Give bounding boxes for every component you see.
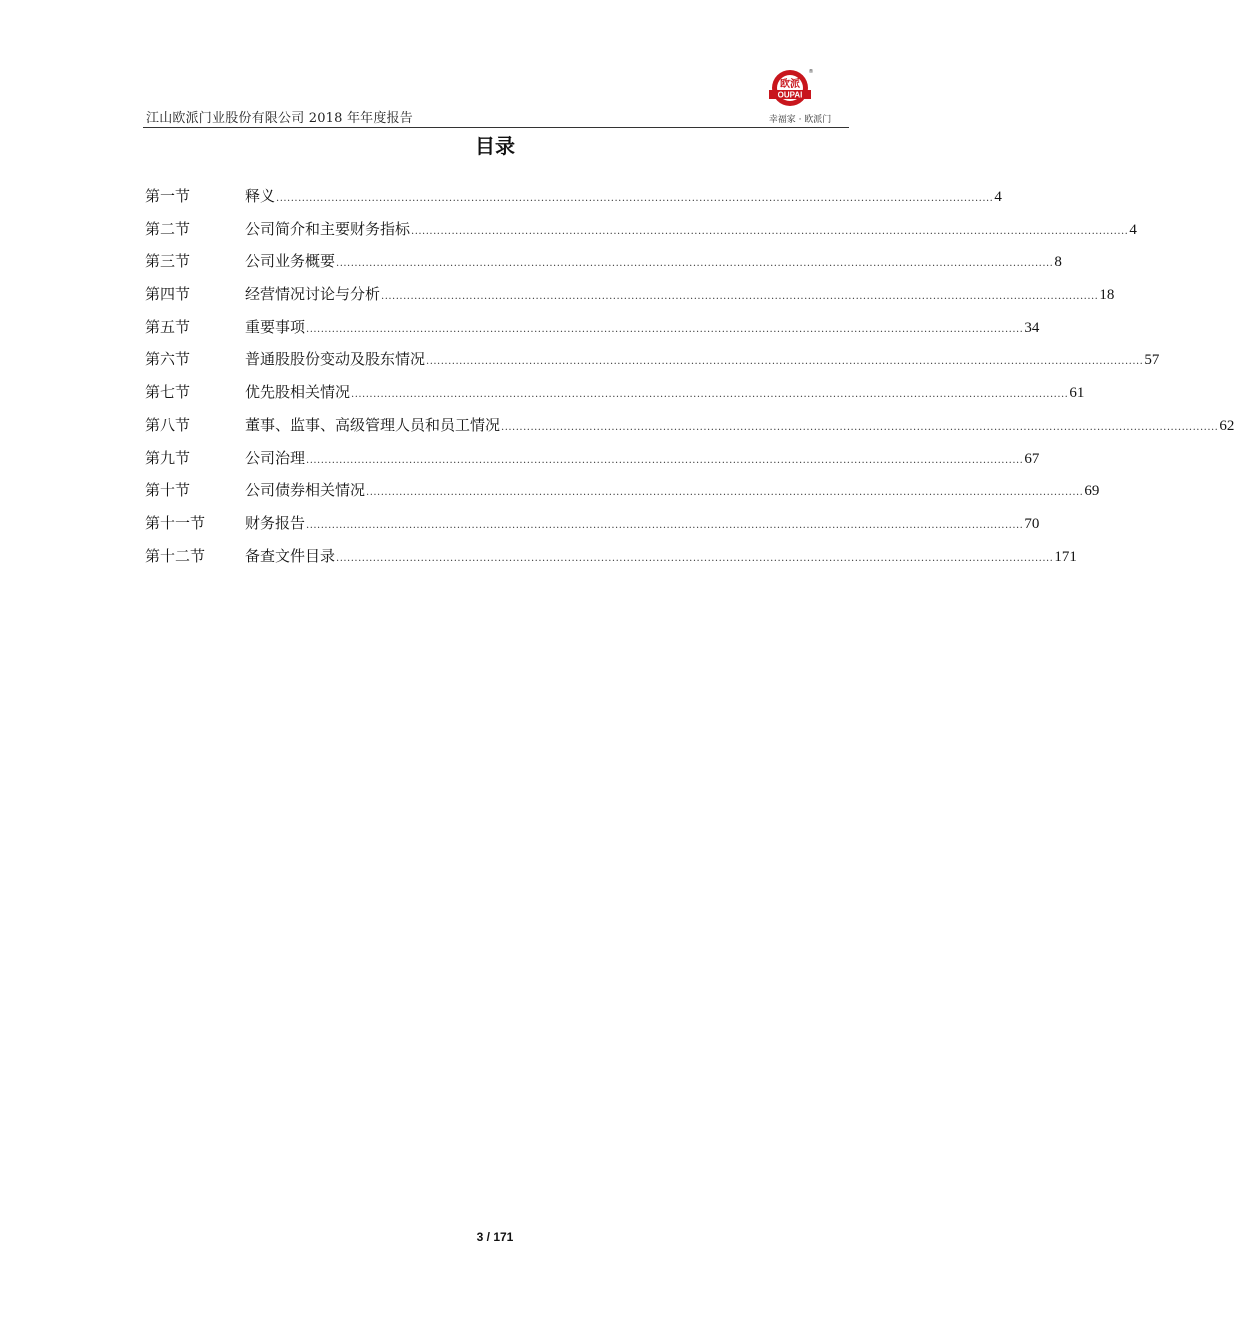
toc-section-title: 财务报告 [245, 513, 306, 532]
toc-section-number: 第六节 [145, 350, 191, 369]
toc-leader-dots: ................................................................................................................................................................................................... [411, 225, 1129, 237]
toc-entry[interactable] [145, 480, 1100, 513]
toc-leader-dots: ................................................................................................................................................................................................... [306, 454, 1024, 466]
toc-leader-dots: ................................................................................................................................................................................................... [336, 258, 1054, 270]
toc-section-number: 第十二节 [145, 546, 206, 565]
toc-section-title: 公司简介和主要财务指标 [245, 219, 411, 238]
toc-entry[interactable] [145, 251, 1062, 284]
toc-leader-dots: ................................................................................................................................................................................................... [351, 389, 1069, 401]
page-number: 3 / 171 [476, 1230, 514, 1244]
toc-entry[interactable] [145, 284, 1115, 317]
toc-entry[interactable] [145, 349, 1160, 382]
toc-leader-dots: ................................................................................................................................................................................................... [501, 421, 1219, 433]
toc-entry[interactable] [145, 317, 1040, 350]
toc-entry[interactable] [145, 415, 1234, 448]
logo-slogan: 幸福家 · 欧派门 [768, 115, 832, 125]
header-divider [143, 127, 849, 128]
toc-section-number: 第二节 [145, 219, 191, 238]
toc-section-number: 第十节 [145, 481, 191, 500]
toc-section-title: 公司治理 [245, 448, 306, 467]
toc-section-number: 第九节 [145, 448, 191, 467]
toc-entry[interactable] [145, 219, 1137, 252]
toc-page-number: 62 [1219, 417, 1234, 434]
toc-section-number: 第四节 [145, 285, 191, 304]
toc-section-number: 第一节 [145, 187, 191, 205]
toc-entry[interactable] [145, 546, 1077, 579]
toc-section-number: 第七节 [145, 383, 191, 402]
toc-section-title: 重要事项 [245, 317, 306, 336]
toc-entry[interactable] [145, 186, 1002, 219]
toc-page-number: 69 [1084, 483, 1100, 500]
toc-page-number: 70 [1024, 515, 1040, 532]
toc-section-title: 经营情况讨论与分析 [245, 285, 381, 304]
toc-section-number: 第三节 [145, 252, 191, 271]
toc-section-title: 优先股相关情况 [245, 383, 351, 402]
toc-page-number: 67 [1024, 450, 1040, 467]
toc-page-number: 57 [1144, 352, 1160, 369]
toc-leader-dots: ................................................................................................................................................................................................... [276, 193, 994, 204]
toc-section-number: 第八节 [145, 415, 191, 434]
company-logo [766, 66, 818, 108]
toc-leader-dots: ................................................................................................................................................................................................... [426, 356, 1144, 368]
toc-section-title: 公司业务概要 [245, 252, 336, 271]
toc-section-number: 第五节 [145, 317, 191, 336]
toc-leader-dots: ................................................................................................................................................................................................... [336, 552, 1054, 564]
toc-section-title: 公司债券相关情况 [245, 481, 366, 500]
toc-entry[interactable] [145, 448, 1040, 481]
toc-page-number: 34 [1024, 319, 1040, 336]
toc-page-number: 18 [1099, 287, 1115, 304]
svg-text:OUPAI: OUPAI [777, 90, 803, 100]
toc-section-title: 董事、监事、高级管理人员和员工情况 [245, 415, 501, 434]
toc-section-number: 第十一节 [145, 513, 206, 532]
toc-title: 目录 [475, 134, 515, 158]
toc-section-title: 释义 [245, 187, 276, 205]
toc-entry[interactable] [145, 513, 1040, 546]
toc-page-number: 4 [1129, 221, 1137, 238]
toc-leader-dots: ................................................................................................................................................................................................... [306, 519, 1024, 531]
toc-section-title: 普通股股份变动及股东情况 [245, 350, 426, 369]
svg-text:欧派: 欧派 [780, 79, 800, 90]
table-of-contents [145, 186, 1234, 578]
toc-leader-dots: ................................................................................................................................................................................................... [381, 291, 1099, 303]
toc-section-title: 备查文件目录 [245, 546, 336, 565]
toc-leader-dots: ................................................................................................................................................................................................... [306, 323, 1024, 335]
toc-leader-dots: ................................................................................................................................................................................................... [366, 487, 1084, 499]
running-header: 江山欧派门业股份有限公司 2018 年年度报告 [146, 111, 413, 126]
toc-entry[interactable] [145, 382, 1085, 415]
toc-page-number: 8 [1054, 254, 1062, 271]
toc-page-number: 4 [994, 189, 1002, 205]
toc-page-number: 171 [1054, 548, 1077, 565]
svg-text:®: ® [808, 69, 814, 75]
toc-page-number: 61 [1069, 385, 1085, 402]
